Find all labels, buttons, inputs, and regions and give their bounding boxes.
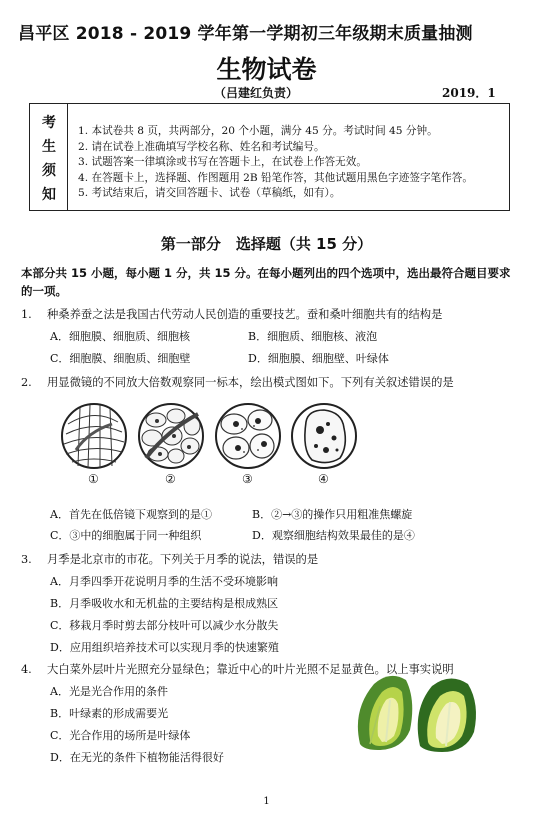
notice-label-char: 须 <box>42 163 56 179</box>
option-b: B．月季吸收水和无机盐的主要结构是根成熟区 <box>50 597 279 610</box>
part-heading: 第一部分 选择题（共 15 分） <box>160 235 373 253</box>
exam-date: 2019．1 <box>442 86 496 100</box>
notice-item: 5. 考试结束后，请交回答题卡、试卷（草稿纸，如有）。 <box>78 187 341 200</box>
figure-label-3: ③ <box>242 472 253 486</box>
microscope-view-1 <box>62 404 126 468</box>
figure-label-4: ④ <box>318 472 329 486</box>
notice-item: 3. 试题答案一律填涂或书写在答题卡上，在试卷上作答无效。 <box>78 156 367 169</box>
question-2 <box>21 374 454 390</box>
option-a: A．细胞膜、细胞质、细胞核 <box>50 330 190 343</box>
microscope-figure <box>58 402 358 490</box>
option-d: D．应用组织培养技术可以实现月季的快速繁殖 <box>50 641 279 654</box>
notice-label-char: 生 <box>42 139 56 155</box>
option-c: C．光合作用的场所是叶绿体 <box>50 729 191 742</box>
microscope-view-4 <box>292 404 356 468</box>
notice-label-char: 考 <box>42 115 56 131</box>
cabbage-left <box>358 676 412 750</box>
author-note: （吕建红负责） <box>214 86 299 100</box>
option-c: C．③中的细胞属于同一种组织 <box>50 529 202 542</box>
option-b: B．细胞质、细胞核、液泡 <box>248 330 378 343</box>
question-3 <box>21 551 318 567</box>
notice-item: 2. 请在试卷上准确填写学校名称、姓名和考试编号。 <box>78 140 325 153</box>
question-number: 4. <box>21 663 32 676</box>
part-instruction: 本部分共 15 小题，每小题 1 分，共 15 分。在每小题列出的四个选项中，选出最符合题目要求的一项。 <box>21 266 511 298</box>
option-a: A．月季四季开花说明月季的生活不受环境影响 <box>50 575 278 588</box>
option-c: C．细胞膜、细胞质、细胞壁 <box>50 352 191 365</box>
option-a: A．首先在低倍镜下观察到的是① <box>50 508 212 521</box>
question-stem: 月季是北京市的市花。下列关于月季的说法，错误的是 <box>47 553 319 566</box>
microscope-view-2 <box>139 404 203 468</box>
question-1 <box>21 306 442 322</box>
cabbage-right <box>418 678 476 752</box>
microscope-views <box>58 402 358 490</box>
notice-box <box>29 103 510 211</box>
option-c: C．移栽月季时剪去部分枝叶可以减少水分散失 <box>50 619 279 632</box>
exam-subtitle: 生物试卷 <box>216 55 317 84</box>
figure-label-1: ① <box>88 472 99 486</box>
exam-title: 昌平区 2018 - 2019 学年第一学期初三年级期末质量抽测 <box>18 24 473 44</box>
notice-label <box>30 104 68 210</box>
notice-item: 4. 在答题卡上，选择题、作图题用 2B 铅笔作答，其他试题用黑色字迹签字笔作答。 <box>78 171 473 184</box>
option-d: D．在无光的条件下植物能活得很好 <box>50 751 224 764</box>
question-stem: 种桑养蚕之法是我国古代劳动人民创造的重要技艺。蚕和桑叶细胞共有的结构是 <box>47 308 443 321</box>
option-a: A．光是光合作用的条件 <box>50 685 168 698</box>
notice-list <box>78 124 473 202</box>
page-number: 1 <box>263 796 270 807</box>
notice-label-char: 知 <box>42 187 56 203</box>
option-b: B．②→③的操作只用粗准焦螺旋 <box>252 508 413 521</box>
option-d: D．观察细胞结构效果最佳的是④ <box>252 529 415 542</box>
option-b: B．叶绿素的形成需要光 <box>50 707 169 720</box>
figure-label-2: ② <box>165 472 176 486</box>
question-number: 1. <box>21 308 32 321</box>
question-number: 2. <box>21 376 32 389</box>
question-stem: 大白菜外层叶片光照充分显绿色；靠近中心的叶片光照不足显黄色。以上事实说明 <box>47 663 454 676</box>
question-stem: 用显微镜的不同放大倍数观察同一标本，绘出模式图如下。下列有关叙述错误的是 <box>47 376 454 389</box>
notice-item: 1. 本试卷共 8 页，共两部分，20 个小题，满分 45 分。考试时间 45 分钟。 <box>78 125 438 137</box>
cabbage-image <box>350 670 482 752</box>
question-number: 3. <box>21 553 32 566</box>
microscope-view-3 <box>216 404 280 468</box>
option-d: D．细胞膜、细胞壁、叶绿体 <box>248 352 389 365</box>
